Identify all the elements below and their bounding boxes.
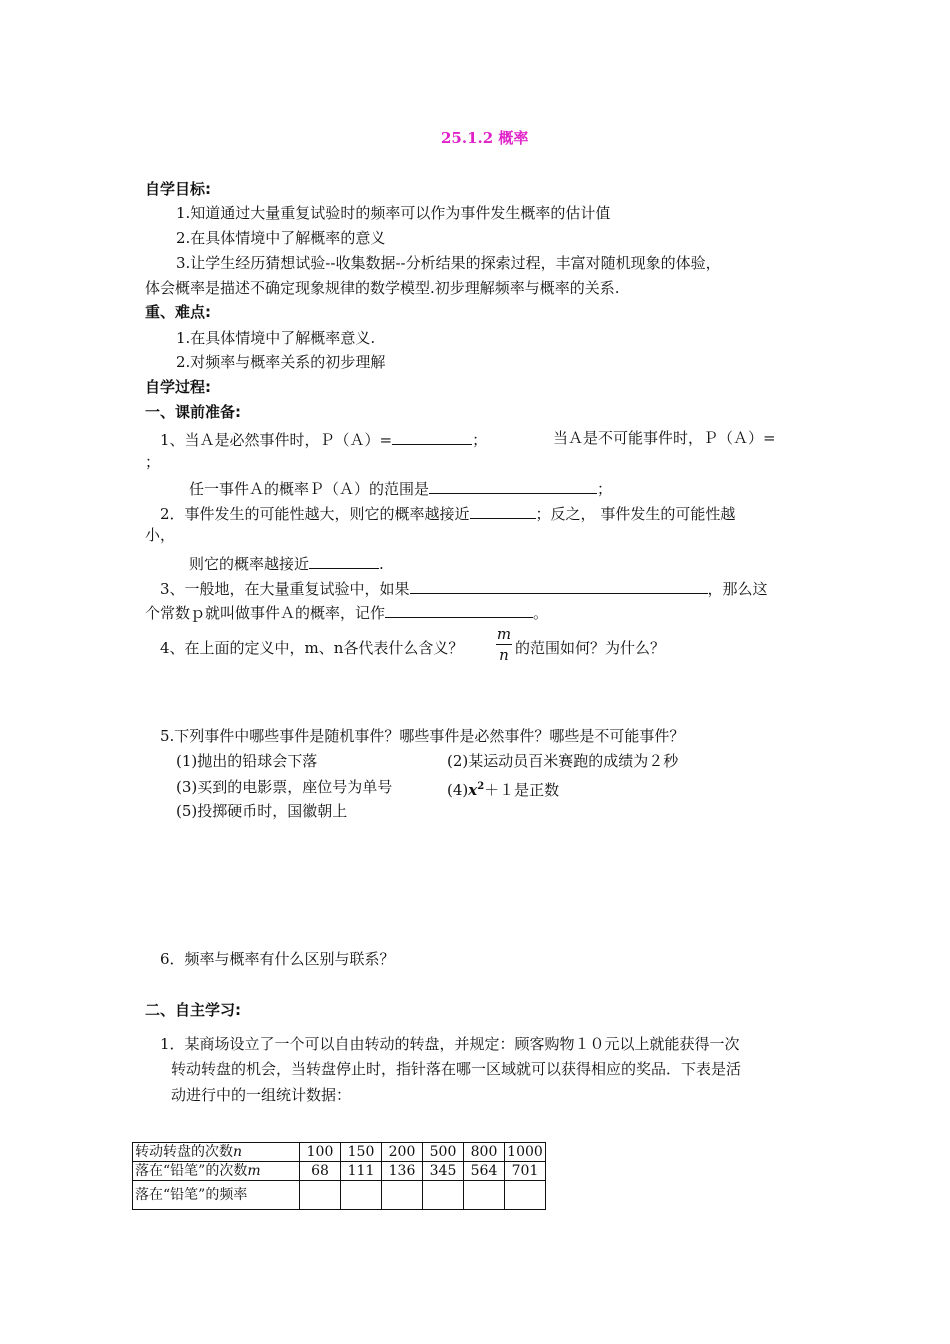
q1-range-line (189, 477, 612, 499)
row3-label: 落在“铅笔”的频率 (133, 1181, 300, 1210)
frequency-cell[interactable] (341, 1181, 382, 1210)
q4-text-a: 4、在上面的定义中，m、n各代表什么含义？ (160, 639, 464, 657)
q3-text-d: 。 (533, 604, 549, 622)
table-cell: 564 (464, 1162, 505, 1181)
key-2: 2.对频率与概率关系的初步理解 (176, 353, 386, 371)
table-cell: 1000 (505, 1143, 546, 1162)
table-row (133, 1181, 546, 1210)
table-cell: 111 (341, 1162, 382, 1181)
q4-text-b: 的范围如何？为什么？ (515, 639, 666, 657)
q5-item-3: (3)买到的电影票，座位号为单号 (176, 778, 393, 796)
q3-line-2 (145, 601, 548, 623)
frequency-cell[interactable] (300, 1181, 341, 1210)
q5-item-4-suffix: ＋１是正数 (484, 781, 560, 799)
row1-label (133, 1143, 300, 1162)
goal-3-cont: 体会概率是描述不确定现象规律的数学模型.初步理解频率与概率的关系. (145, 279, 620, 297)
q2-text-b: ；反之， 事件发生的可能性越 (535, 505, 736, 523)
table-cell: 100 (300, 1143, 341, 1162)
q3-blank-2[interactable] (385, 601, 533, 618)
frequency-cell[interactable] (505, 1181, 546, 1210)
table-cell: 200 (382, 1143, 423, 1162)
q2-text-e: . (379, 555, 384, 573)
process-heading: 自学过程: (145, 378, 211, 396)
q2-text-a: 2．事件发生的可能性越大，则它的概率越接近 (160, 505, 470, 523)
q3-blank-1[interactable] (410, 577, 708, 594)
row2-label (133, 1162, 300, 1181)
key-heading: 重、难点: (145, 303, 211, 321)
table-cell: 800 (464, 1143, 505, 1162)
q3-text-a: 3、一般地，在大量重复试验中，如果 (160, 580, 410, 598)
q5-item-2: (2)某运动员百米赛跑的成绩为２秒 (447, 752, 679, 770)
q1-text-a: 1、当Ａ是必然事件时，Ｐ（Ａ）= (160, 431, 393, 449)
goal-2: 2.在具体情境中了解概率的意义 (176, 229, 386, 247)
row1-var: n (233, 1144, 243, 1160)
goal-3: 3.让学生经历猜想试验--收集数据--分析结果的探索过程，丰富对随机现象的体验， (176, 254, 721, 272)
q1-line (160, 428, 487, 450)
self-study-p3: 动进行中的一组统计数据： (171, 1086, 352, 1104)
table-cell: 701 (505, 1162, 546, 1181)
table-cell: 345 (423, 1162, 464, 1181)
q2-line (160, 502, 735, 524)
frequency-cell[interactable] (382, 1181, 423, 1210)
q1-text-b: ； (472, 431, 488, 449)
table-row (133, 1143, 546, 1162)
fraction-bar (496, 644, 512, 645)
frequency-cell[interactable] (464, 1181, 505, 1210)
table-cell: 150 (341, 1143, 382, 1162)
q3-text-c: 个常数ｐ就叫做事件Ａ的概率，记作 (145, 604, 386, 622)
q4-denominator: n (499, 646, 509, 664)
self-study-heading: 二、自主学习: (145, 1001, 241, 1019)
row2-var: m (247, 1163, 261, 1179)
self-study-p2: 转动转盘的机会，当转盘停止时，指针落在哪一区域就可以获得相应的奖品．下表是活 (171, 1060, 742, 1078)
stats-table (132, 1142, 546, 1210)
row2-label-text: 落在“铅笔”的次数 (135, 1163, 248, 1179)
self-study-p1: 1．某商场设立了一个可以自由转动的转盘，并规定：顾客购物１０元以上就能获得一次 (160, 1035, 740, 1053)
q4-numerator: m (496, 625, 512, 643)
q5-text: 5.下列事件中哪些事件是随机事件？哪些事件是必然事件？哪些是不可能事件？ (160, 727, 685, 745)
q1-blank-1[interactable] (392, 428, 472, 445)
row1-label-text: 转动转盘的次数 (135, 1144, 233, 1160)
q3-text-b: ，那么这 (707, 580, 768, 598)
q2-text-c: 小， (145, 526, 176, 544)
q1-text-c: 当Ａ是不可能事件时，Ｐ（Ａ）= (553, 429, 776, 447)
q5-item-4-sup: 2 (477, 781, 485, 792)
q3-line (160, 577, 768, 599)
goal-1: 1.知道通过大量重复试验时的频率可以作为事件发生概率的估计值 (176, 204, 611, 222)
page-title: 25.1.2 概率 (441, 129, 529, 147)
q5-item-4-prefix: (4) (447, 781, 469, 799)
q1-text-e: 任一事件Ａ的概率Ｐ（Ａ）的范围是 (189, 480, 430, 498)
q2-line-2 (189, 552, 384, 574)
q1-text-d: ； (145, 453, 161, 471)
table-cell: 136 (382, 1162, 423, 1181)
q5-item-1: (1)抛出的铅球会下落 (176, 752, 318, 770)
prep-heading: 一、课前准备: (145, 403, 241, 421)
q1-blank-2[interactable] (429, 477, 597, 494)
q2-blank-2[interactable] (309, 552, 379, 569)
table-row (133, 1162, 546, 1181)
table-cell: 68 (300, 1162, 341, 1181)
q5-item-4 (447, 777, 559, 800)
q4-fraction (494, 626, 514, 663)
frequency-cell[interactable] (423, 1181, 464, 1210)
q2-text-d: 则它的概率越接近 (189, 555, 310, 573)
q5-item-5: (5)投掷硬币时，国徽朝上 (176, 802, 348, 820)
q1-text-f: ； (597, 480, 613, 498)
q5-item-4-x: x (468, 781, 478, 799)
q6-text: 6．频率与概率有什么区别与联系？ (160, 950, 395, 968)
key-1: 1.在具体情境中了解概率意义. (176, 329, 376, 347)
table-cell: 500 (423, 1143, 464, 1162)
goals-heading: 自学目标: (145, 180, 211, 198)
q2-blank-1[interactable] (470, 502, 536, 519)
